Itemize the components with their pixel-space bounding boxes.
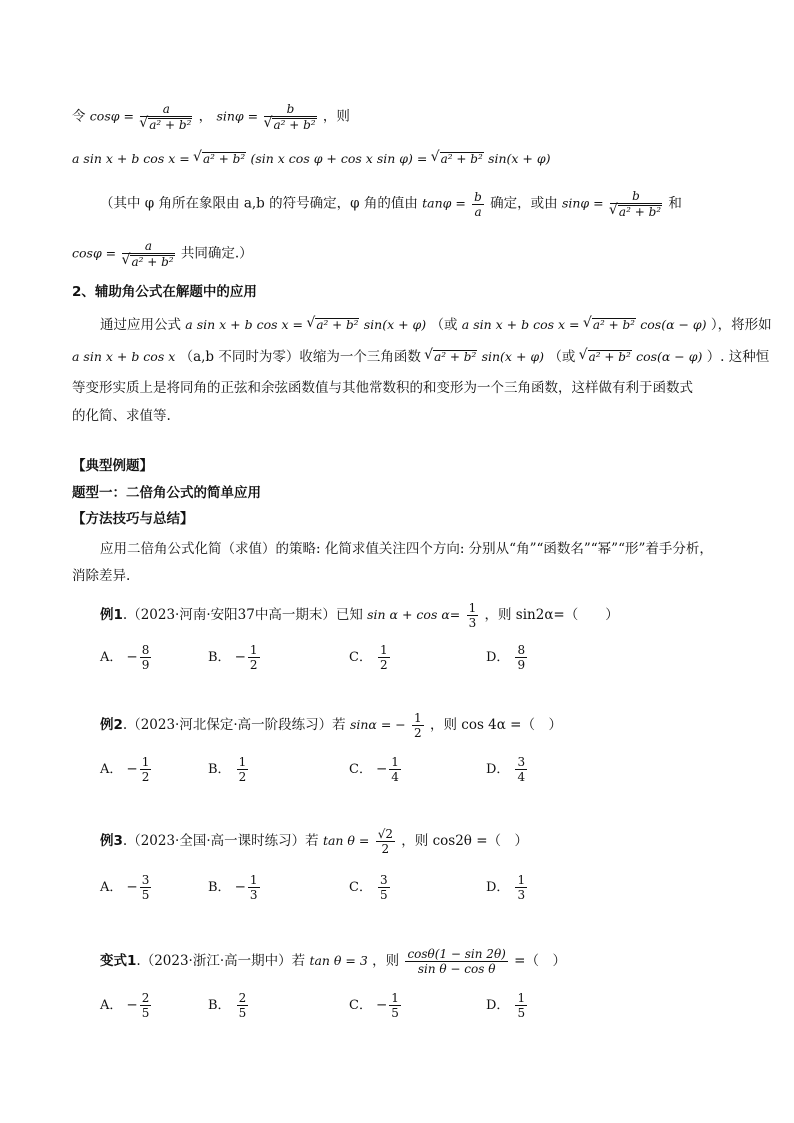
fraction: $\frac{b}{a}$ [474, 189, 482, 219]
option-c[interactable]: C． $\frac{3}{5}$ [349, 873, 388, 902]
sqrt: √ a² + b² [202, 152, 246, 165]
option-c[interactable]: C． − $\frac{1}{4}$ [349, 755, 399, 784]
sqrt: √ a² + b² [440, 152, 484, 165]
type-heading: 题型一：二倍角公式的简单应用 [72, 485, 261, 501]
section-heading: 2、辅助角公式在解题中的应用 [72, 284, 257, 300]
sin-phi: sinφ = [216, 108, 259, 124]
option-a[interactable]: A． − $\frac{3}{5}$ [100, 873, 150, 902]
method-text-2: 消除差异. [72, 568, 131, 584]
option-b[interactable]: B． $\frac{2}{5}$ [208, 991, 247, 1020]
section2-line-1: 通过应用公式 a sin x + b cos x = √ a² + b² sin(x + φ) （或 a sin x + b cos x = √ a² + b² cos(α − φ) ），将形如 [100, 318, 772, 333]
intro-line-1: 令 cosφ = a √ a² + b² ， sinφ = b √ a² + b² ，则 [72, 103, 350, 131]
variant-1-stem: 变式1.（2023·浙江·高一期中）若 tan θ = 3 ，则 $\frac{\cos\theta(1 - \sin 2\theta)}{\text{sin θ − cos θ}}$ =（ ） [100, 947, 566, 976]
fraction: b √ a² + b² [264, 103, 316, 131]
intro-line-3: （其中 φ 角所在象限由 a,b 的符号确定，φ 角的值由 tanφ = $\frac{b}{a}$ 确定，或由 sinφ = b √ a² + b² 和 [100, 190, 682, 218]
intro-line-2: a sin x + b cos x = √ a² + b² (sin x cos φ + cos x sin φ) = √ a² + b² sin(x + φ) [72, 152, 551, 167]
section2-line-2: a sin x + b cos x （a,b 不同时为零）收缩为一个三角函数 √ a² + b² sin(x + φ) （或 √ a² + b² cos(α − φ) ）. 这种恒 [72, 350, 769, 365]
option-b[interactable]: B． − $\frac{1}{2}$ [208, 643, 258, 672]
section2-line-4: 的化简、求值等. [72, 408, 171, 424]
fraction: a √ a² + b² [140, 103, 192, 131]
option-a[interactable]: A． − $\frac{2}{5}$ [100, 991, 150, 1020]
typical-title: 【典型例题】 [72, 458, 153, 474]
option-b[interactable]: B． − $\frac{1}{3}$ [208, 873, 258, 902]
option-a[interactable]: A． − $\frac{1}{2}$ [100, 755, 150, 784]
cos-phi: cosφ = [89, 108, 134, 124]
text: 令 [72, 108, 86, 125]
example-2-stem: 例2.（2023·河北保定·高一阶段练习）若 sinα = − $\frac{1}{2}$ ，则 cos 4α =（ ） [100, 711, 562, 740]
option-c[interactable]: C． − $\frac{1}{5}$ [349, 991, 399, 1020]
option-d[interactable]: D． $\frac{1}{3}$ [486, 873, 526, 902]
intro-line-4: cosφ = a √ a² + b² 共同确定.） [72, 240, 253, 268]
option-b[interactable]: B． $\frac{1}{2}$ [208, 755, 247, 784]
method-heading: 【方法技巧与总结】 [72, 511, 194, 527]
example-3-stem: 例3.（2023·全国·高一课时练习）若 tan θ = $\frac{√2}{2}$ ，则 cos2θ =（ ） [100, 827, 529, 856]
method-text-1: 应用二倍角公式化简（求值）的策略: 化简求值关注四个方向: 分别从“角”“函数名”“幂”“形”着手分析， [100, 541, 713, 557]
fraction: b √ a² + b² [610, 190, 662, 218]
option-a[interactable]: A． − $\frac{8}{9}$ [100, 643, 150, 672]
section2-line-3: 等变形实质上是将同角的正弦和余弦函数值与其他常数积的和变形为一个三角函数，这样做有利于函数式 [72, 380, 693, 396]
option-c[interactable]: C． $\frac{1}{2}$ [349, 643, 388, 672]
example-1-stem: 例1.（2023·河南·安阳37中高一期末）已知 sin α + cos α= $\frac{1}{3}$ ，则 sin2α=（ ） [100, 601, 619, 630]
option-d[interactable]: D． $\frac{8}{9}$ [486, 643, 526, 672]
option-d[interactable]: D． $\frac{3}{4}$ [486, 755, 526, 784]
fraction: a √ a² + b² [122, 240, 174, 268]
option-d[interactable]: D． $\frac{1}{5}$ [486, 991, 526, 1020]
